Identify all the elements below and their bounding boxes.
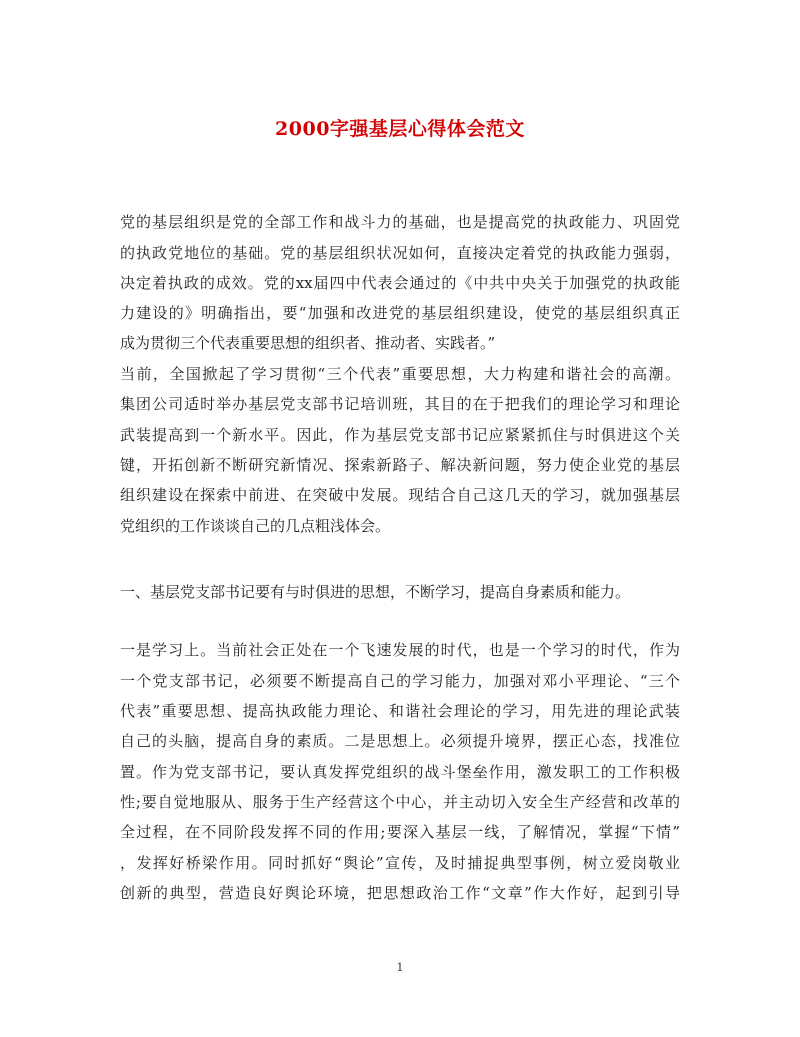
section-heading-1: 一、基层党支部书记要有与时俱进的思想，不断学习，提高自身素质和能力。 <box>120 583 631 601</box>
paragraph-1-line-5: 成为贯彻三个代表重要思想的组织者、推动者、实践者。” <box>120 334 496 352</box>
document-title: 2000字强基层心得体会范文 <box>275 118 525 140</box>
paragraph-4-line-9: 创新的典型，营造良好舆论环境，把思想政治工作“文章”作大作好，起到引导 <box>120 884 680 902</box>
paragraph-1-line-1: 党的基层组织是党的全部工作和战斗力的基础，也是提高党的执政能力、巩固党 <box>120 213 680 231</box>
paragraph-4-line-4: 自己的头脑，提高自身的素质。二是思想上。必须提升境界，摆正心态，找准位 <box>120 732 680 750</box>
page-number: 1 <box>396 961 404 974</box>
paragraph-2-line-2: 集团公司适时举办基层党支部书记培训班，其目的在于把我们的理论学习和理论 <box>120 395 680 413</box>
paragraph-1-line-3: 决定着执政的成效。党的xx届四中代表会通过的《中共中央关于加强党的执政能 <box>120 274 680 292</box>
paragraph-4-line-5: 置。作为党支部书记，要认真发挥党组织的战斗堡垒作用，激发职工的工作积极 <box>120 763 680 781</box>
paragraph-2-line-3: 武装提高到一个新水平。因此，作为基层党支部书记应紧紧抓住与时俱进这个关 <box>120 426 680 444</box>
paragraph-4-line-3: 代表”重要思想、提高执政能力理论、和谐社会理论的学习，用先进的理论武装 <box>120 702 680 720</box>
paragraph-2-line-1: 当前，全国掀起了学习贯彻“三个代表”重要思想，大力构建和谐社会的高潮。 <box>120 365 680 383</box>
paragraph-4-line-8: ，发挥好桥梁作用。同时抓好“舆论”宣传，及时捕捉典型事例，树立爱岗敬业 <box>120 854 680 872</box>
paragraph-2-line-5: 组织建设在探索中前进、在突破中发展。现结合自己这几天的学习，就加强基层 <box>120 486 680 504</box>
paragraph-1-line-2: 的执政党地位的基础。党的基层组织状况如何，直接决定着党的执政能力强弱， <box>120 244 680 262</box>
paragraph-4-line-1: 一是学习上。当前社会正处在一个飞速发展的时代，也是一个学习的时代，作为 <box>120 641 680 659</box>
paragraph-2-line-6: 党组织的工作谈谈自己的几点粗浅体会。 <box>120 517 391 535</box>
paragraph-4-line-6: 性;要自觉地服从、服务于生产经营这个中心，并主动切入安全生产经营和改革的 <box>120 793 680 811</box>
paragraph-4-line-7: 全过程，在不同阶段发挥不同的作用;要深入基层一线，了解情况，掌握“下情” <box>120 823 680 841</box>
paragraph-1-line-4: 力建设的》明确指出，要“加强和改进党的基层组织建设，使党的基层组织真正 <box>120 304 680 322</box>
paragraph-2-line-4: 键，开拓创新不断研究新情况、探索新路子、解决新问题，努力使企业党的基层 <box>120 456 680 474</box>
paragraph-4-line-2: 一个党支部书记，必须要不断提高自己的学习能力，加强对邓小平理论、“三个 <box>120 672 680 690</box>
